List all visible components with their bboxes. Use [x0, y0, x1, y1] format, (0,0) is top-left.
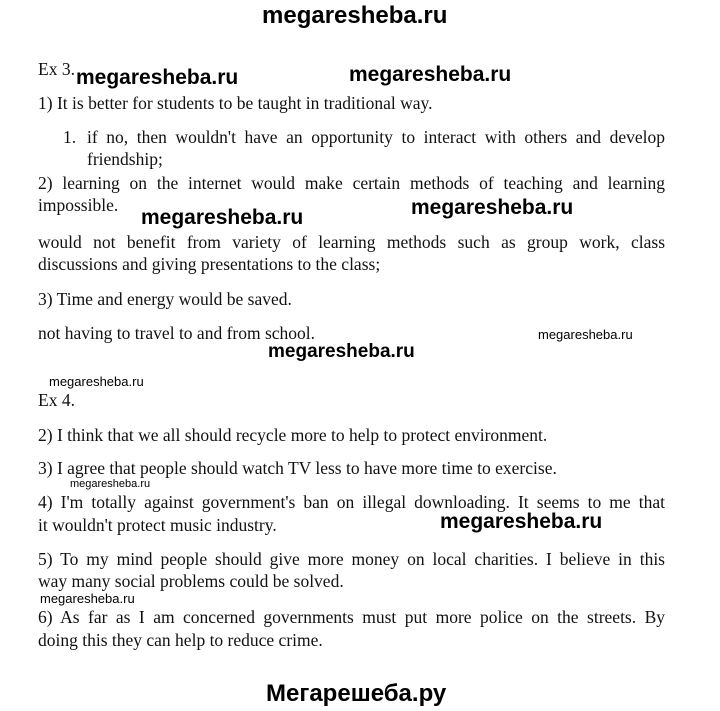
- watermark-stamp: megaresheba.ru: [76, 66, 239, 89]
- ex4-point-6-line-2: doing this they can help to reduce crime.: [38, 630, 323, 650]
- ex4-point-5-line-2: way many social problems could be solved.: [38, 571, 344, 591]
- ex3-point-2-line-2: impossible.: [38, 195, 119, 215]
- ex4-point-2: 2) I think that we all should recycle more to help to protect environment.: [38, 425, 548, 445]
- watermark-stamp: megaresheba.ru: [411, 196, 574, 219]
- ex3-sub-line-1: if no, then wouldn't have an opportunity to interact with others and develop: [87, 127, 665, 147]
- watermark-stamp: megaresheba.ru: [49, 374, 144, 389]
- ex4-point-4-line-1: 4) I'm totally against government's ban on illegal downloading. It seems to me that: [38, 492, 665, 512]
- ex3-sub-line-2: friendship;: [87, 149, 163, 169]
- watermark-stamp: megaresheba.ru: [40, 591, 135, 606]
- ex3-point-2-line-1: 2) learning on the internet would make certain methods of teaching and learning: [38, 173, 665, 193]
- watermark-stamp: megaresheba.ru: [268, 341, 415, 362]
- ex4-point-5-line-1: 5) To my mind people should give more money on local charities. I believe in this: [38, 549, 665, 569]
- watermark-stamp: megaresheba.ru: [538, 327, 633, 342]
- header-watermark: megaresheba.ru: [262, 2, 448, 29]
- ex3-point-3: 3) Time and energy would be saved.: [38, 289, 292, 309]
- watermark-stamp: megaresheba.ru: [440, 510, 603, 533]
- ex3-sub-number: 1.: [63, 127, 77, 147]
- watermark-stamp: megaresheba.ru: [349, 63, 512, 86]
- ex3-point-2b-line-1: would not benefit from variety of learning methods such as group work, class: [38, 232, 665, 252]
- ex3-point-1: 1) It is better for students to be taught in traditional way.: [38, 93, 433, 113]
- footer-watermark: Мегарешеба.ру: [266, 680, 447, 707]
- watermark-stamp: megaresheba.ru: [70, 478, 151, 490]
- ex4-point-6-line-1: 6) As far as I am concerned governments must put more police on the streets. By: [38, 607, 665, 627]
- ex4-point-3: 3) I agree that people should watch TV less to have more time to exercise.: [38, 458, 557, 478]
- watermark-stamp: megaresheba.ru: [141, 206, 304, 229]
- ex3-point-3b: not having to travel to and from school.: [38, 323, 316, 343]
- ex3-point-2b-line-2: discussions and giving presentations to the class;: [38, 254, 381, 274]
- ex3-label: Ex 3.: [38, 59, 75, 79]
- ex4-point-4-line-2: it wouldn't protect music industry.: [38, 515, 277, 535]
- ex4-label: Ex 4.: [38, 390, 75, 410]
